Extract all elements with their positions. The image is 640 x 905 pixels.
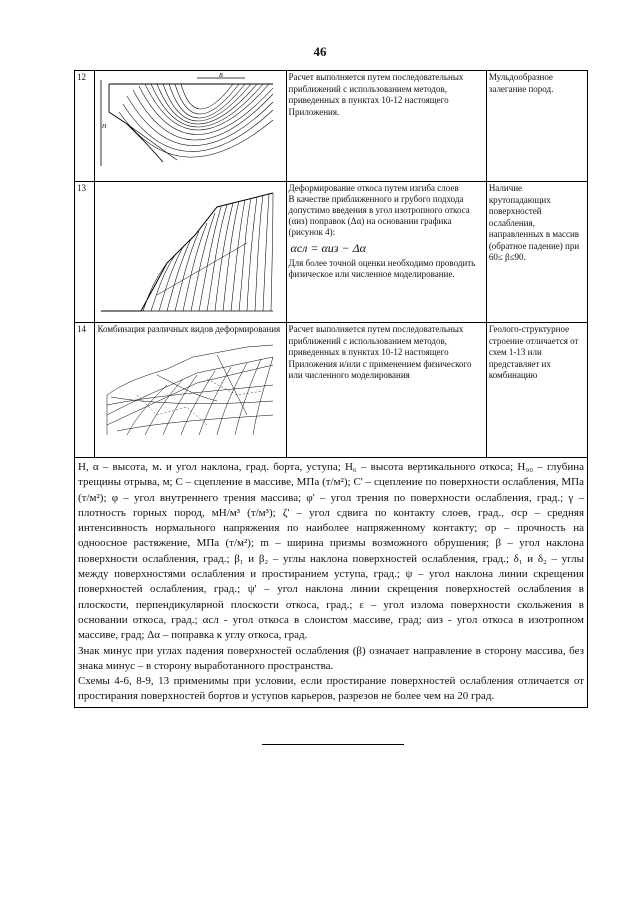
table-row — [75, 71, 588, 182]
description-cell: Расчет выполняется путем последовательных приближений с использованием методов, приведенных в пунктах 10-12 настоящего Приложения. — [286, 71, 486, 182]
page-number: 46 — [313, 44, 327, 59]
combined-deformation-diagram — [97, 335, 278, 439]
row-number: 13 — [75, 182, 95, 323]
trough-slope-diagram — [97, 72, 278, 176]
row-number: 12 — [75, 71, 95, 182]
conditions-cell: Мульдообразное залегание пород. — [486, 71, 587, 182]
description-text: В качестве приближенного и грубого подхода допустимо введения в угол изотропного откоса (αиз) поправок (Δα) на основании графика (рисунок 4): — [288, 194, 470, 237]
notes-legend: H, α – высота, м. и угол наклона, град. борта, уступа; H₆ – высота вертикального откоса; H₉₀ – глубина трещины отрыва, м; C – сцепление в массиве, МПа (т/м²); C' – сцепление по поверхности ослабления, МПа (т/м²); φ – угол внутреннего трения массива; φ' – угол трения по поверхности ослабления, град.; γ – плотность горных пород, мН/м³ (т/м³); ζ' – угол сдвига по контакту слоев, град., σср – средняя интенсивность нормального напряжения по наиболее напряженному контакту; σр – прочность на одноосное растяжение, МПа (т/м²); m – ширина призмы возможного обрушения; β – угол наклона поверхности ослабления, град.; β₁ и β₂ – углы наклона поверхностей ослабления, град.; δ₁ и δ₂ – углы между поверхностями ослабления и простиранием уступа, град.; ψ – угол наклона линии скрещения поверхностей ослабления, град.; ψ' – угол наклона линии скрещения поверхностей ослабления в плоскости, перпендикулярной плоскости откоса, град.; ε – угол излома поверхности скольжения в основании откоса, град.; αсл - угол откоса в слоистом массиве, град; αиз - угол откоса в изотропном массиве, град; Δα – поправка к углу откоса, град. — [78, 461, 584, 642]
notes-cell — [75, 458, 588, 708]
figure-cell — [95, 323, 286, 458]
description-text: Деформирование откоса путем изгиба слоев — [288, 183, 459, 193]
description-cell: Расчет выполняется путем последовательных приближений с использованием методов, приведенных в пунктах 10-12 настоящего Приложения и/или с применением физического или численного моделирования — [286, 323, 486, 458]
conditions-cell: Наличие крутопадающих поверхностей ослабления, направленных в массив (обратное падение) при 60≤ β≤90. — [486, 182, 587, 323]
conditions-cell: Геолого-структурное строение отличается от схем 1-13 или представляет их комбинацию — [486, 323, 587, 458]
table-row — [75, 182, 588, 323]
schemes-table — [74, 70, 588, 708]
description-text: Для более точной оценки необходимо проводить физическое или численное моделирование. — [288, 258, 476, 279]
figure-cell — [95, 182, 286, 323]
row-number: 14 — [75, 323, 95, 458]
table-row — [75, 323, 588, 458]
correction-formula: αсл = αиз − Δα — [290, 241, 366, 255]
notes-sign-convention: Знак минус при углах падения поверхностей ослабления (β) означает направление в сторону массива, без знака минус – в сторону выработанного пространства. — [78, 644, 584, 672]
footer-rule — [262, 744, 404, 745]
figure-cell — [95, 71, 286, 182]
description-cell — [286, 182, 486, 323]
notes-applicability: Схемы 4-6, 8-9, 13 применимы при условии, если простирание поверхностей ослабления отличается от простирания поверхностей бортов и уступов карьеров, разрезов не более чем на 20 град. — [78, 675, 584, 703]
svg-text:B: B — [219, 73, 224, 79]
notes-row — [75, 458, 588, 708]
svg-text:H: H — [102, 124, 107, 130]
bending-layers-diagram — [97, 183, 278, 317]
figure-caption: Комбинация различных видов деформирования — [97, 324, 281, 334]
